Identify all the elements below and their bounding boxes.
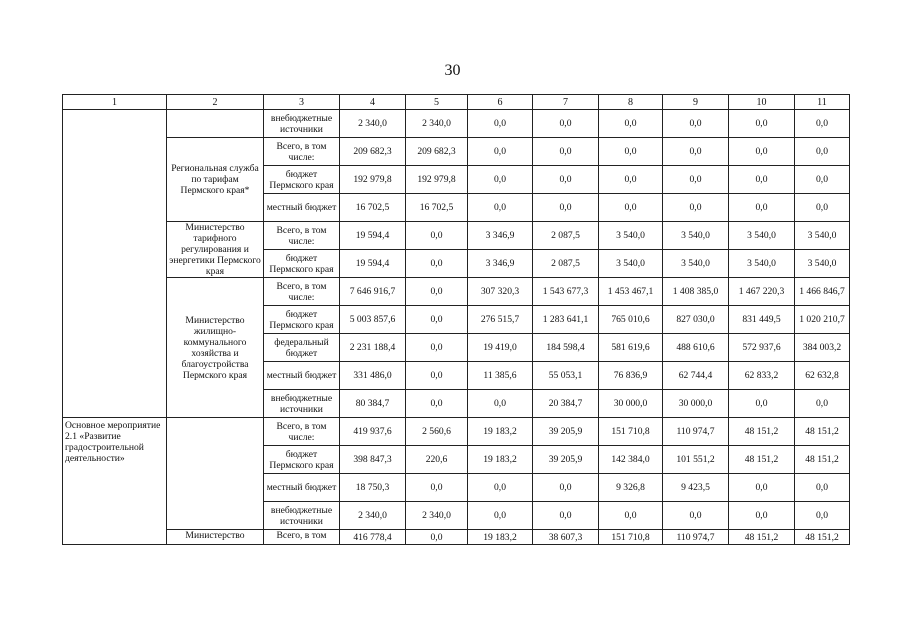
- value-cell: 0,0: [599, 110, 663, 138]
- value-cell: 0,0: [729, 474, 795, 502]
- value-cell: 1 408 385,0: [663, 278, 729, 306]
- value-cell: 276 515,7: [468, 306, 533, 334]
- value-cell: 3 346,9: [468, 222, 533, 250]
- value-cell: 398 847,3: [340, 446, 406, 474]
- value-cell: 0,0: [533, 166, 599, 194]
- value-cell: 1 466 846,7: [795, 278, 850, 306]
- value-cell: 0,0: [729, 390, 795, 418]
- value-cell: 0,0: [406, 250, 468, 278]
- value-cell: 0,0: [406, 530, 468, 545]
- value-cell: 0,0: [468, 110, 533, 138]
- value-cell: 0,0: [533, 110, 599, 138]
- value-cell: 9 326,8: [599, 474, 663, 502]
- executor-rst: Региональная служба по тарифам Пермского края*: [167, 138, 264, 222]
- value-cell: 0,0: [468, 138, 533, 166]
- column-number: 7: [533, 95, 599, 110]
- value-cell: 142 384,0: [599, 446, 663, 474]
- value-cell: 581 619,6: [599, 334, 663, 362]
- column-number: 5: [406, 95, 468, 110]
- value-cell: 0,0: [406, 334, 468, 362]
- value-cell: 0,0: [729, 138, 795, 166]
- value-cell: 3 540,0: [599, 250, 663, 278]
- value-cell: 30 000,0: [663, 390, 729, 418]
- budget-table: [62, 94, 850, 545]
- value-cell: 3 540,0: [795, 250, 850, 278]
- value-cell: 3 540,0: [599, 222, 663, 250]
- value-cell: 2 087,5: [533, 222, 599, 250]
- value-cell: 48 151,2: [795, 530, 850, 545]
- value-cell: 2 560,6: [406, 418, 468, 446]
- column-number: 4: [340, 95, 406, 110]
- value-cell: 48 151,2: [729, 418, 795, 446]
- value-cell: 488 610,6: [663, 334, 729, 362]
- value-cell: 48 151,2: [795, 446, 850, 474]
- value-cell: 0,0: [468, 390, 533, 418]
- value-cell: 572 937,6: [729, 334, 795, 362]
- value-cell: 2 231 188,4: [340, 334, 406, 362]
- value-cell: 0,0: [729, 194, 795, 222]
- column-number: 2: [167, 95, 264, 110]
- value-cell: 0,0: [599, 138, 663, 166]
- table-row: [63, 222, 850, 250]
- value-cell: 2 340,0: [340, 110, 406, 138]
- value-cell: 0,0: [729, 166, 795, 194]
- value-cell: 5 003 857,6: [340, 306, 406, 334]
- value-cell: 0,0: [599, 166, 663, 194]
- table-row: [63, 530, 850, 545]
- column-number: 1: [63, 95, 167, 110]
- value-cell: 220,6: [406, 446, 468, 474]
- column-number: 3: [264, 95, 340, 110]
- page-number: 30: [444, 62, 461, 79]
- value-cell: 151 710,8: [599, 530, 663, 545]
- value-cell: 419 937,6: [340, 418, 406, 446]
- funding-source: местный бюджет: [264, 474, 340, 502]
- value-cell: 101 551,2: [663, 446, 729, 474]
- column-number: 6: [468, 95, 533, 110]
- value-cell: 19 183,2: [468, 446, 533, 474]
- value-cell: 3 540,0: [729, 222, 795, 250]
- value-cell: 209 682,3: [406, 138, 468, 166]
- value-cell: 2 087,5: [533, 250, 599, 278]
- funding-source: внебюджетные источники: [264, 502, 340, 530]
- value-cell: 0,0: [663, 110, 729, 138]
- funding-source: Всего, в том: [264, 530, 340, 545]
- value-cell: 0,0: [795, 110, 850, 138]
- value-cell: 2 340,0: [406, 502, 468, 530]
- executor-mtr: Министерство тарифного регулирования и энергетики Пермского края: [167, 222, 264, 278]
- value-cell: 19 419,0: [468, 334, 533, 362]
- value-cell: 110 974,7: [663, 530, 729, 545]
- value-cell: 184 598,4: [533, 334, 599, 362]
- value-cell: 192 979,8: [340, 166, 406, 194]
- value-cell: 48 151,2: [729, 446, 795, 474]
- value-cell: 0,0: [795, 474, 850, 502]
- value-cell: 1 467 220,3: [729, 278, 795, 306]
- value-cell: 19 183,2: [468, 418, 533, 446]
- table-row: [63, 138, 850, 166]
- value-cell: 0,0: [795, 166, 850, 194]
- funding-source: Всего, в том числе:: [264, 222, 340, 250]
- value-cell: 151 710,8: [599, 418, 663, 446]
- funding-source: внебюджетные источники: [264, 390, 340, 418]
- value-cell: 0,0: [406, 474, 468, 502]
- funding-source: местный бюджет: [264, 194, 340, 222]
- funding-source: Всего, в том числе:: [264, 138, 340, 166]
- value-cell: 0,0: [468, 194, 533, 222]
- value-cell: 16 702,5: [406, 194, 468, 222]
- value-cell: 20 384,7: [533, 390, 599, 418]
- column-number: 8: [599, 95, 663, 110]
- value-cell: 48 151,2: [729, 530, 795, 545]
- table-row: [63, 110, 850, 138]
- value-cell: 0,0: [663, 138, 729, 166]
- value-cell: 3 540,0: [729, 250, 795, 278]
- column-number: 9: [663, 95, 729, 110]
- executor-mzh: Министерство жилищно-коммунального хозяйства и благоустройства Пермского края: [167, 278, 264, 418]
- value-cell: 19 594,4: [340, 250, 406, 278]
- value-cell: 0,0: [795, 138, 850, 166]
- value-cell: 11 385,6: [468, 362, 533, 390]
- column-number: 10: [729, 95, 795, 110]
- value-cell: 1 283 641,1: [533, 306, 599, 334]
- value-cell: 80 384,7: [340, 390, 406, 418]
- funding-source: внебюджетные источники: [264, 110, 340, 138]
- value-cell: 55 053,1: [533, 362, 599, 390]
- funding-source: бюджет Пермского края: [264, 166, 340, 194]
- value-cell: 0,0: [663, 194, 729, 222]
- value-cell: 0,0: [729, 502, 795, 530]
- value-cell: 3 540,0: [795, 222, 850, 250]
- value-cell: 39 205,9: [533, 446, 599, 474]
- value-cell: 0,0: [468, 166, 533, 194]
- value-cell: 3 346,9: [468, 250, 533, 278]
- value-cell: 62 744,4: [663, 362, 729, 390]
- value-cell: 18 750,3: [340, 474, 406, 502]
- value-cell: 831 449,5: [729, 306, 795, 334]
- value-cell: 9 423,5: [663, 474, 729, 502]
- funding-source: местный бюджет: [264, 362, 340, 390]
- value-cell: 765 010,6: [599, 306, 663, 334]
- value-cell: 0,0: [533, 474, 599, 502]
- value-cell: 19 183,2: [468, 530, 533, 545]
- value-cell: 30 000,0: [599, 390, 663, 418]
- value-cell: 0,0: [599, 502, 663, 530]
- funding-source: бюджет Пермского края: [264, 250, 340, 278]
- value-cell: 0,0: [729, 110, 795, 138]
- value-cell: 39 205,9: [533, 418, 599, 446]
- value-cell: 416 778,4: [340, 530, 406, 545]
- funding-source: Всего, в том числе:: [264, 278, 340, 306]
- value-cell: 827 030,0: [663, 306, 729, 334]
- value-cell: 2 340,0: [340, 502, 406, 530]
- value-cell: 0,0: [663, 166, 729, 194]
- value-cell: 209 682,3: [340, 138, 406, 166]
- value-cell: 62 632,8: [795, 362, 850, 390]
- value-cell: 0,0: [795, 502, 850, 530]
- value-cell: 0,0: [406, 306, 468, 334]
- funding-source: Всего, в том числе:: [264, 418, 340, 446]
- executor-cell-empty: [167, 110, 264, 138]
- value-cell: 307 320,3: [468, 278, 533, 306]
- value-cell: 0,0: [468, 502, 533, 530]
- table-row: [63, 418, 850, 446]
- value-cell: 7 646 916,7: [340, 278, 406, 306]
- activity-2-1: Основное мероприятие 2.1 «Развитие градостроительной деятельности»: [63, 418, 167, 545]
- executor-ministry: Министерство: [167, 530, 264, 545]
- value-cell: 0,0: [406, 390, 468, 418]
- funding-source: бюджет Пермского края: [264, 306, 340, 334]
- value-cell: 0,0: [533, 194, 599, 222]
- value-cell: 16 702,5: [340, 194, 406, 222]
- value-cell: 3 540,0: [663, 222, 729, 250]
- value-cell: 0,0: [406, 362, 468, 390]
- column-number: 11: [795, 95, 850, 110]
- value-cell: 0,0: [663, 502, 729, 530]
- table-row: [63, 278, 850, 306]
- value-cell: 0,0: [795, 194, 850, 222]
- value-cell: 19 594,4: [340, 222, 406, 250]
- value-cell: 331 486,0: [340, 362, 406, 390]
- value-cell: 0,0: [533, 502, 599, 530]
- value-cell: 0,0: [795, 390, 850, 418]
- value-cell: 3 540,0: [663, 250, 729, 278]
- value-cell: 1 020 210,7: [795, 306, 850, 334]
- column-number-row: [63, 95, 850, 110]
- value-cell: 76 836,9: [599, 362, 663, 390]
- activity-cell-empty: [63, 110, 167, 418]
- value-cell: 384 003,2: [795, 334, 850, 362]
- value-cell: 48 151,2: [795, 418, 850, 446]
- value-cell: 192 979,8: [406, 166, 468, 194]
- executor-cell-empty: [167, 418, 264, 530]
- value-cell: 0,0: [406, 278, 468, 306]
- value-cell: 0,0: [599, 194, 663, 222]
- value-cell: 0,0: [468, 474, 533, 502]
- value-cell: 1 453 467,1: [599, 278, 663, 306]
- value-cell: 0,0: [533, 138, 599, 166]
- funding-source: бюджет Пермского края: [264, 446, 340, 474]
- value-cell: 62 833,2: [729, 362, 795, 390]
- value-cell: 1 543 677,3: [533, 278, 599, 306]
- value-cell: 0,0: [406, 222, 468, 250]
- funding-source: федеральный бюджет: [264, 334, 340, 362]
- value-cell: 38 607,3: [533, 530, 599, 545]
- value-cell: 110 974,7: [663, 418, 729, 446]
- value-cell: 2 340,0: [406, 110, 468, 138]
